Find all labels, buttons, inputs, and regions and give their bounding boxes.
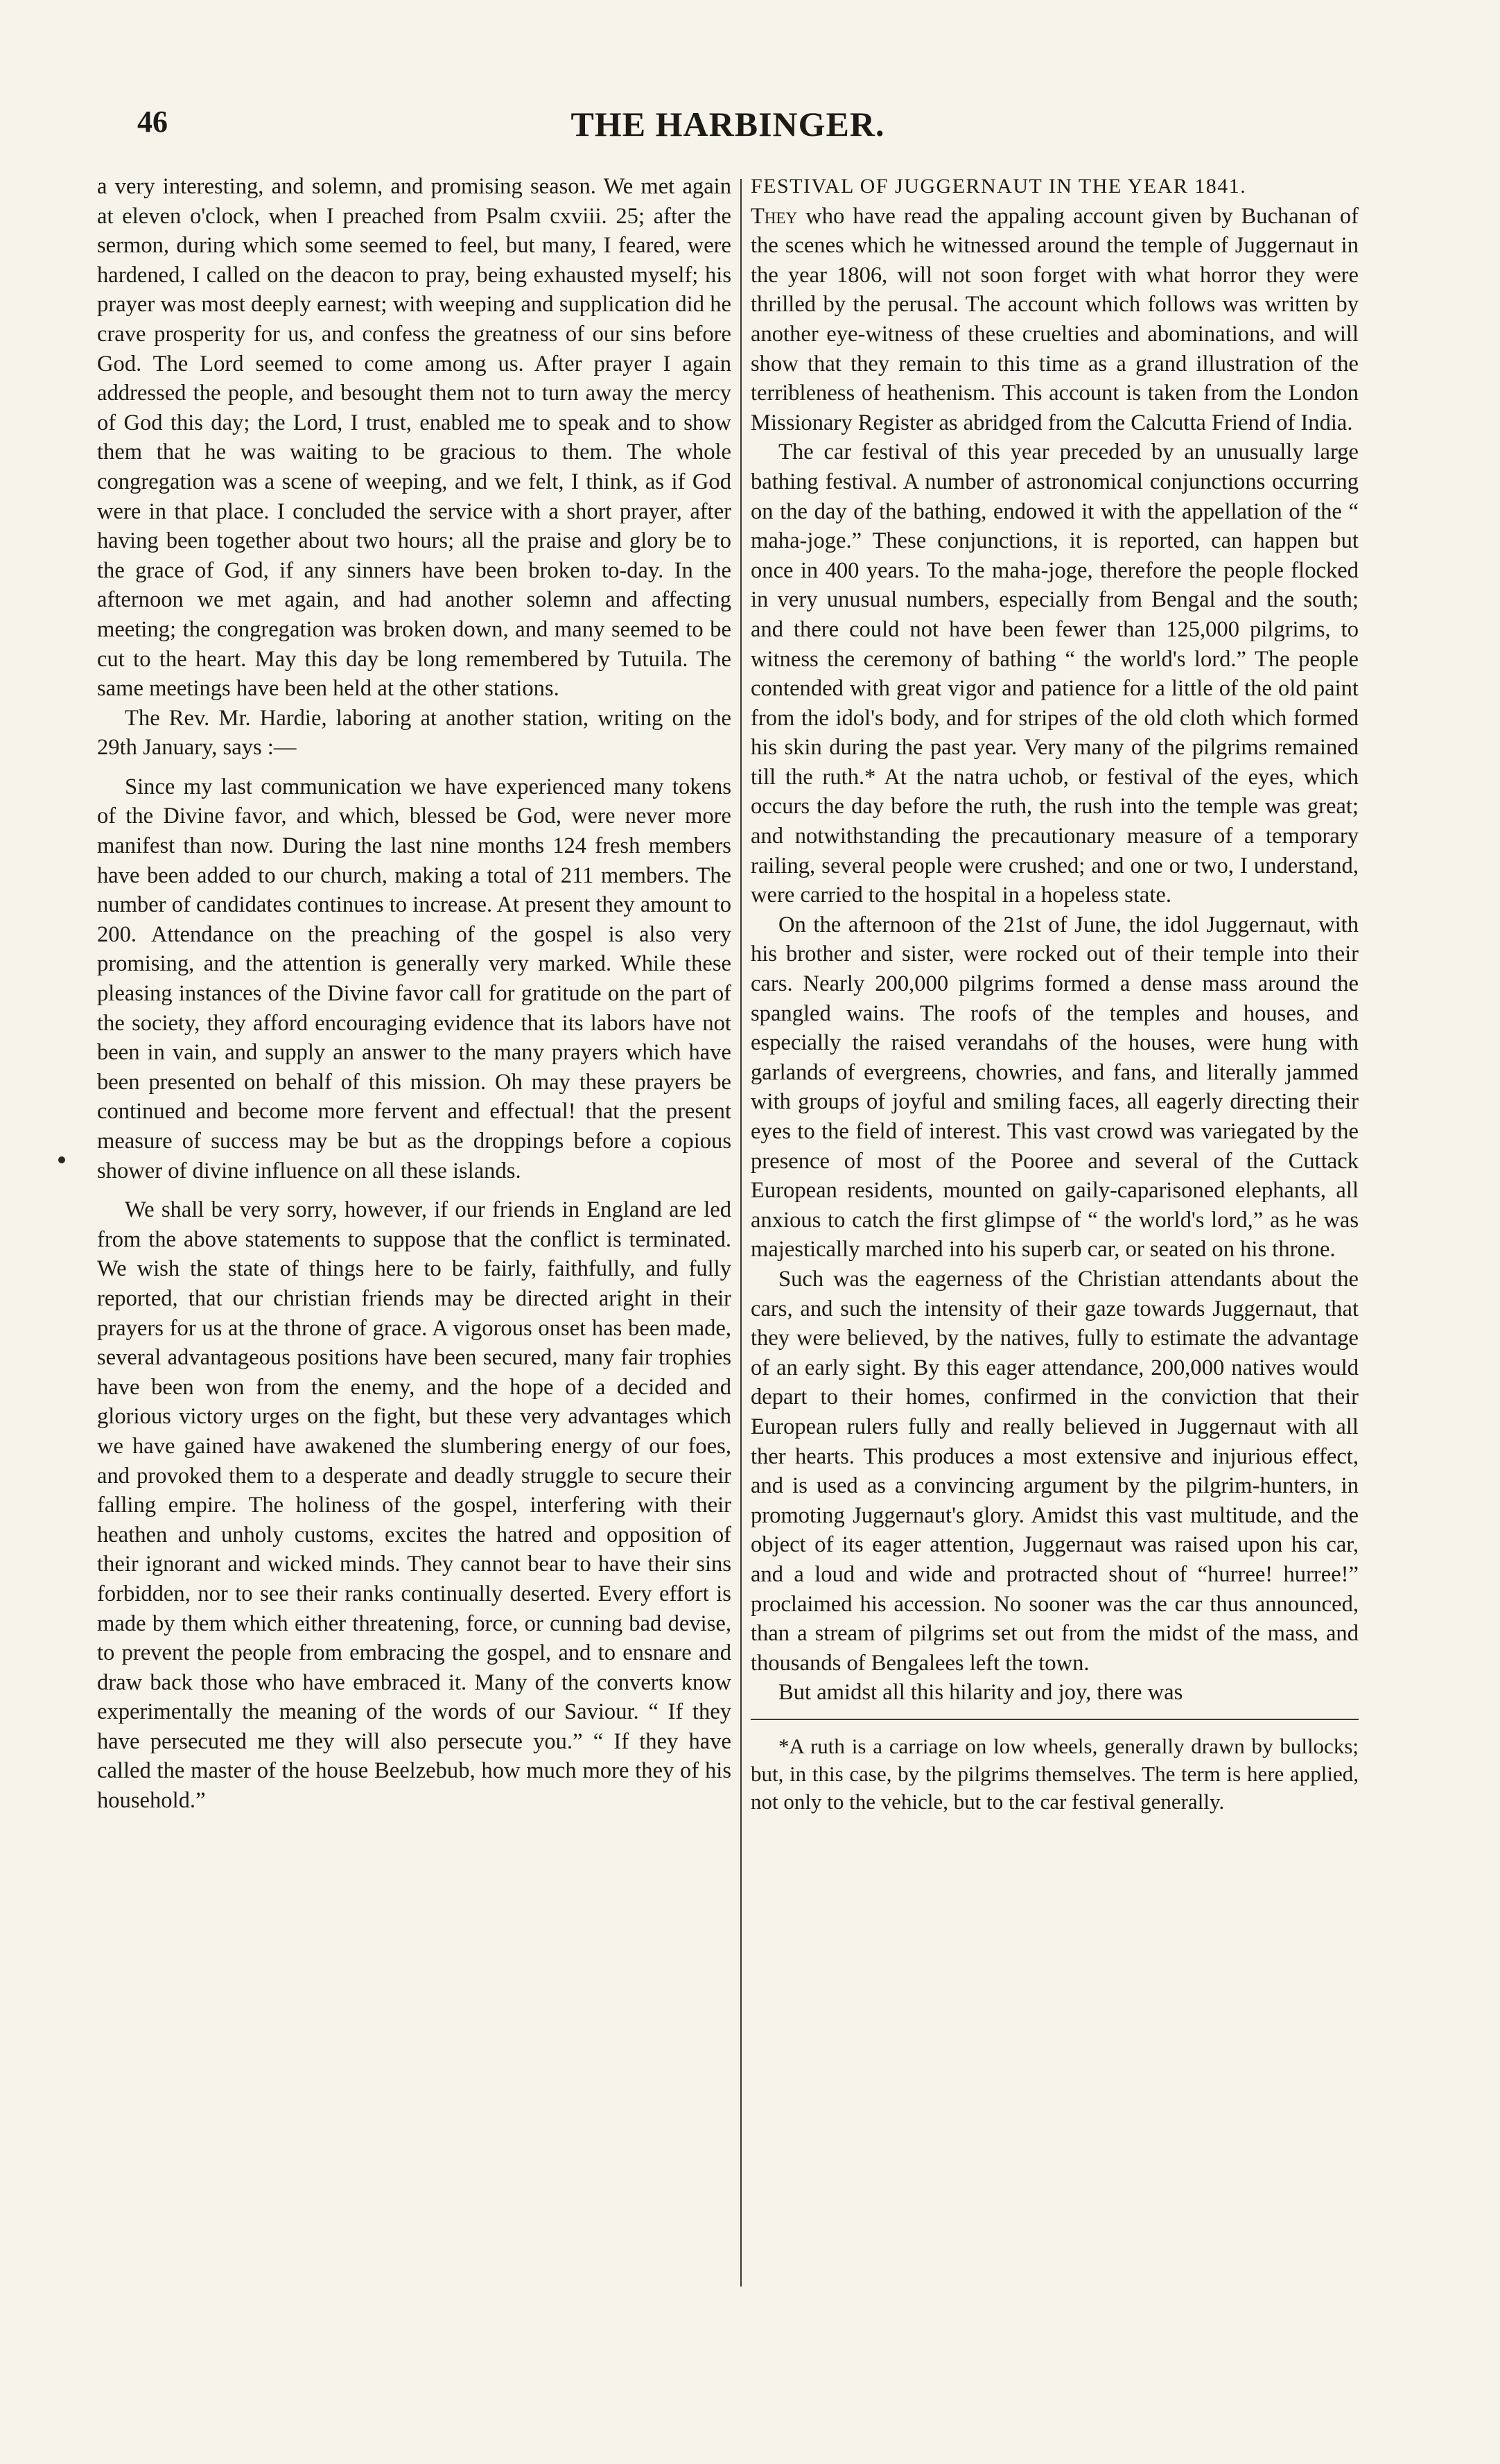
running-title: THE HARBINGER. (570, 105, 885, 144)
body-paragraph: But amidst all this hilarity and joy, there was (778, 1680, 1183, 1706)
intro-paragraph (751, 202, 1359, 438)
body-paragraph: On the afternoon of the 21st of June, the idol Juggernaut, with his brother and sister, were rocked out of their temple into their cars. Nearly 200,000 pilgrims formed a dense mass around the spangled wains. The roofs of the temples and houses, and especially the raised verandahs of the houses, were hung with garlands of evergreens, chowries, and fans, and literally jammed with groups of joyful and smiling faces, all eagerly directing their eyes to the field of interest. This vast crowd was variegated by the presence of most of the Pooree and several of the Cuttack European residents, mounted on gaily-caparisoned elephants, all anxious to catch the first glimpse of “ the world's lord,” as he was majestically marched into his superb car, or seated on his throne. (751, 912, 1359, 1263)
right-column (751, 172, 1359, 1816)
intro-text: who have read the appaling account given by Buchanan of the scenes which he witnessed around the temple of Juggernaut in the year 1806, will not soon forget with what horror they were thrilled by the perusal. The account which follows was written by another eye-witness of these cruelties and abominations, and will show that they remain to this time as a grand illustration of the terribleness of heathenism. This account is taken from the London Missionary Register as abridged from the Calcutta Friend of India. (751, 203, 1359, 435)
intro-lead-word: They (751, 203, 798, 229)
body-paragraph: Such was the eagerness of the Christian attendants about the cars, and such the intensity of their gaze towards Juggernaut, that they were believed, by the natives, fully to estimate the advantage of an early sight. By this eager attendance, 200,000 natives would depart to their homes, confirmed in the conviction that their European rulers fully and really believed in Juggernaut with all ther hearts. This produces a most extensive and injurious effect, and is used as a convincing argument by the pilgrim-hunters, in promoting Juggernaut's glory. Amidst this vast multitude, and the object of its eager attention, Juggernaut was raised upon his car, and a loud and wide and protracted shout of “hurree! hurree!” proclaimed his accession. No sooner was the car thus announced, than a stream of pilgrims set out from the midst of the mass, and thousands of Bengalees left the town. (751, 1266, 1359, 1676)
body-paragraph: The car festival of this year preceded by an unusually large bathing festival. A number of astronomical conjunctions occurring on the day of the bathing, endowed it with the appellation of the “ maha-joge.” These conjunctions, it is reported, can happen but once in 400 years. To the maha-joge, therefore the people flocked in very unusual numbers, especially from Bengal and the south; and there could not have been fewer than 125,000 pilgrims, to witness the ceremony of bathing “ the world's lord.” The people contended with great vigor and patience for a little of the old paint from the idol's body, and for stripes of the old cloth which formed his skin during the past year. Very many of the pilgrims remained till the ruth.* At the natra uchob, or festival of the eyes, which occurs the day before the ruth, the rush into the temple was great; and notwithstanding the precautionary measure of a temporary railing, several people were crushed; and one or two, I understand, were carried to the hospital in a hopeless state. (751, 440, 1359, 908)
column-divider (740, 179, 742, 2287)
left-column (97, 172, 731, 1816)
margin-dot (58, 1156, 65, 1163)
body-paragraph: a very interesting, and solemn, and promising season. We met again at eleven o'clock, when I preached from Psalm cxviii. 25; after the sermon, during which some seemed to feel, but many, I feared, were hardened, I called on the deacon to pray, being exhausted myself; his prayer was most deeply earnest; with weeping and supplication did he crave prosperity for us, and confess the greatness of our sins before God. The Lord seemed to come among us. After prayer I again addressed the people, and besought them not to turn away the mercy of God this day; the Lord, I trust, enabled me to speak and to show them that he was waiting to be gracious to them. The whole congregation was a scene of weeping, and we felt, I think, as if God were in that place. I concluded the service with a short prayer, after having been together about two hours; all the praise and glory be to the grace of God, if any sinners have been broken to-day. In the afternoon we met again, and had another solemn and affecting meeting; the congregation was broken down, and many seemed to be cut to the heart. May this day be long remembered by Tutuila. The same meetings have been held at the other stations. (97, 174, 731, 702)
body-paragraph: Since my last communication we have experienced many tokens of the Divine favor, and which, blessed be God, were never more manifest than now. During the last nine months 124 fresh members have been added to our church, making a total of 211 members. The number of candidates continues to increase. At present they amount to 200. Attendance on the preaching of the gospel is also very promising, and the attention is generally very marked. While these pleasing instances of the Divine favor call for gratitude on the part of the society, they afford encouraging evidence that its labors have not been in vain, and supply an answer to the many prayers which have been presented on behalf of this mission. Oh may these prayers be continued and become more fervent and effectual! that the present measure of success may be but as the droppings before a copious shower of divine influence on all these islands. (97, 774, 731, 1183)
page-number: 46 (137, 105, 168, 139)
footnote: *A ruth is a carriage on low wheels, generally drawn by bullocks; but, in this case, by the pilgrims themselves. The term is here applied, not only to the vehicle, but to the car festival generally. (751, 1733, 1359, 1814)
section-heading: FESTIVAL OF JUGGERNAUT IN THE YEAR 1841. (751, 175, 1247, 198)
page-header (97, 104, 1359, 153)
body-paragraph: The Rev. Mr. Hardie, laboring at another station, writing on the 29th January, says :— (97, 705, 731, 761)
body-paragraph: We shall be very sorry, however, if our friends in England are led from the above statements to suppose that the conflict is terminated. We wish the state of things here to be fairly, faithfully, and fully reported, that our christian friends may be directed aright in their prayers for us at the throne of grace. A vigorous onset has been made, several advantageous positions have been secured, many fair trophies have been won from the enemy, and the hope of a decided and glorious victory urges on the fight, but these very advantages which we have gained have awakened the slumbering energy of our foes, and provoked them to a desperate and deadly struggle to secure their falling empire. The holiness of the gospel, interfering with their heathen and unholy customs, excites the hatred and opposition of their ignorant and wicked minds. They cannot bear to have their sins forbidden, nor to see their ranks continually deserted. Every effort is made by them which either threatening, force, or cunning bad devise, to prevent the people from embracing the gospel, and to ensnare and draw back those who have embraced it. Many of the converts know experimentally the meaning of the words of our Saviour. “ If they have persecuted me they will also persecute you.” “ If they have called the master of the house Beelzebub, how much more they of his household.” (97, 1197, 731, 1814)
footnote-divider (751, 1719, 1359, 1720)
